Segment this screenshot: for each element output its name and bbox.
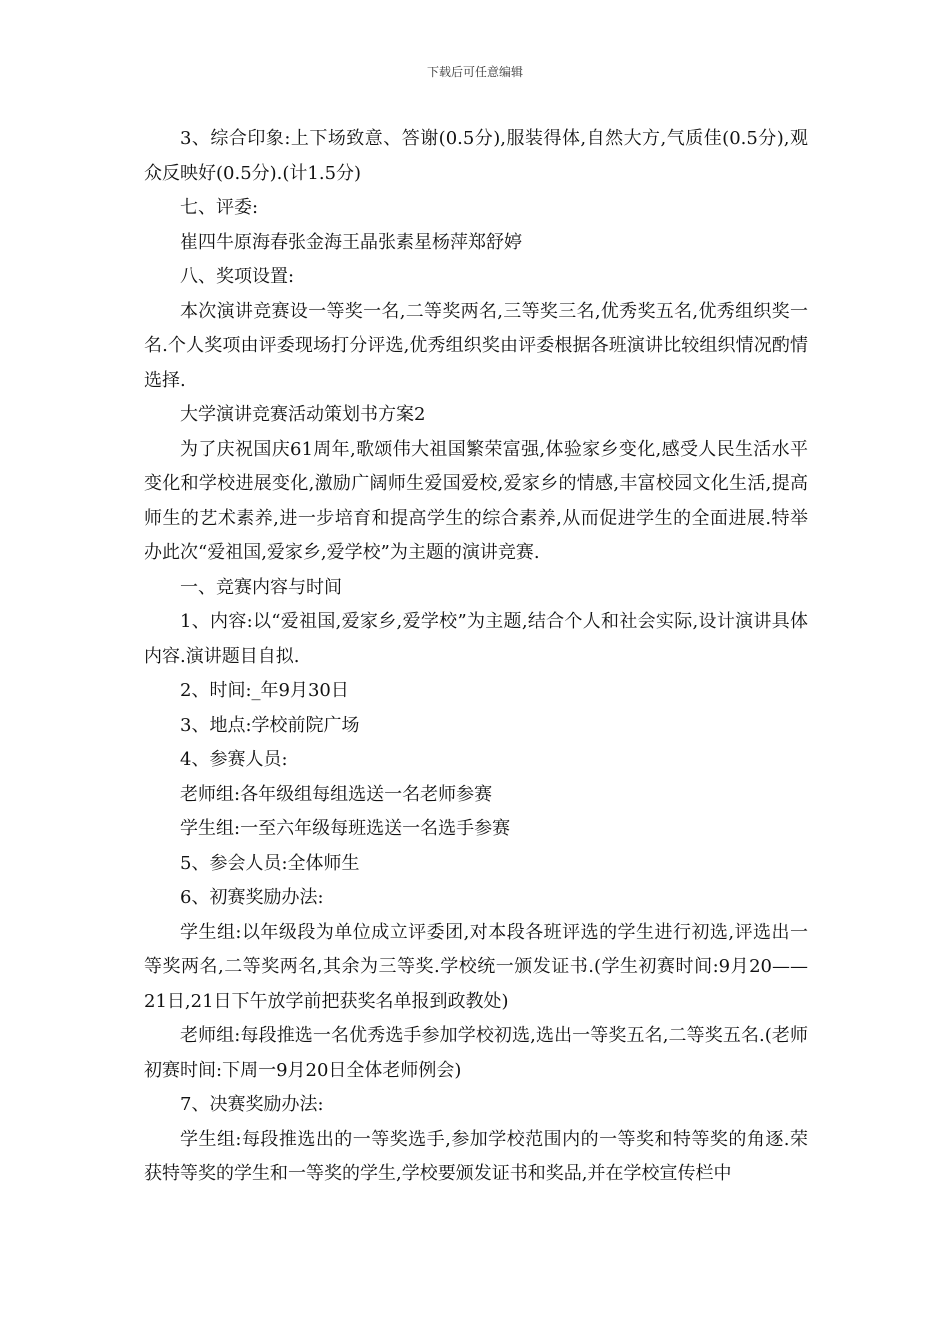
paragraph-time: 2、时间:_年9月30日	[180, 680, 349, 701]
paragraph-awards-detail: 本次演讲竞赛设一等奖一名,二等奖两名,三等奖三名,优秀奖五名,优秀组织奖一名.个人奖项由评委现场打分评选,优秀组织奖由评委根据各班演讲比较组织情况酌情选择.	[144, 300, 808, 391]
paragraph-preliminary-students: 学生组:以年级段为单位成立评委团,对本段各班评选的学生进行初选,评选出一等奖两名,二等奖两名,其余为三等奖.学校统一颁发证书.(学生初赛时间:9月20——21日,21日下午放学前把获奖名单报到政教处)	[144, 921, 808, 1012]
paragraph-judges-list: 崔四牛原海春张金海王晶张素星杨萍郑舒婷	[180, 231, 522, 253]
paragraph-overall-impression: 3、综合印象:上下场致意、答谢(0.5分),服装得体,自然大方,气质佳(0.5分),观众反映好(0.5分).(计1.5分)	[144, 128, 808, 184]
paragraph-final-students: 学生组:每段推选出的一等奖选手,参加学校范围内的一等奖和特等奖的角逐.荣获特等奖的学生和一等奖的学生,学校要颁发证书和奖品,并在学校宣传栏中	[144, 1128, 808, 1184]
paragraph-teacher-group: 老师组:各年级组每组选送一名老师参赛	[180, 783, 493, 805]
heading-participants: 4、参赛人员:	[180, 749, 288, 770]
heading-final-rewards: 7、决赛奖励办法:	[180, 1094, 324, 1115]
paragraph-attendees: 5、参会人员:全体师生	[180, 852, 360, 874]
document-body	[144, 122, 808, 1192]
paragraph-content: 1、内容:以“爱祖国,爱家乡,爱学校”为主题,结合个人和社会实际,设计演讲具体内容.演讲题目自拟.	[144, 611, 808, 667]
heading-preliminary-rewards: 6、初赛奖励办法:	[180, 887, 324, 908]
paragraph-student-group: 学生组:一至六年级每班选送一名选手参赛	[180, 818, 511, 839]
paragraph-plan-intro: 为了庆祝国庆61周年,歌颂伟大祖国繁荣富强,体验家乡变化,感受人民生活水平变化和学校进展变化,激励广阔师生爱国爱校,爱家乡的情感,丰富校园文化生活,提高师生的艺术素养,进一步培育和提高学生的综合素养,从而促进学生的全面进展.特举办此次“爱祖国,爱家乡,爱学校”为主题的演讲竞赛.	[144, 438, 808, 563]
heading-content-time: 一、竞赛内容与时间	[180, 576, 342, 598]
heading-judges: 七、评委:	[180, 197, 259, 218]
heading-awards: 八、奖项设置:	[180, 266, 295, 287]
heading-plan-2: 大学演讲竞赛活动策划书方案2	[180, 404, 426, 425]
page-header-note: 下载后可任意编辑	[426, 65, 523, 79]
paragraph-preliminary-teachers: 老师组:每段推选一名优秀选手参加学校初选,选出一等奖五名,二等奖五名.(老师初赛时间:下周一9月20日全体老师例会)	[144, 1025, 808, 1081]
paragraph-location: 3、地点:学校前院广场	[180, 714, 360, 736]
